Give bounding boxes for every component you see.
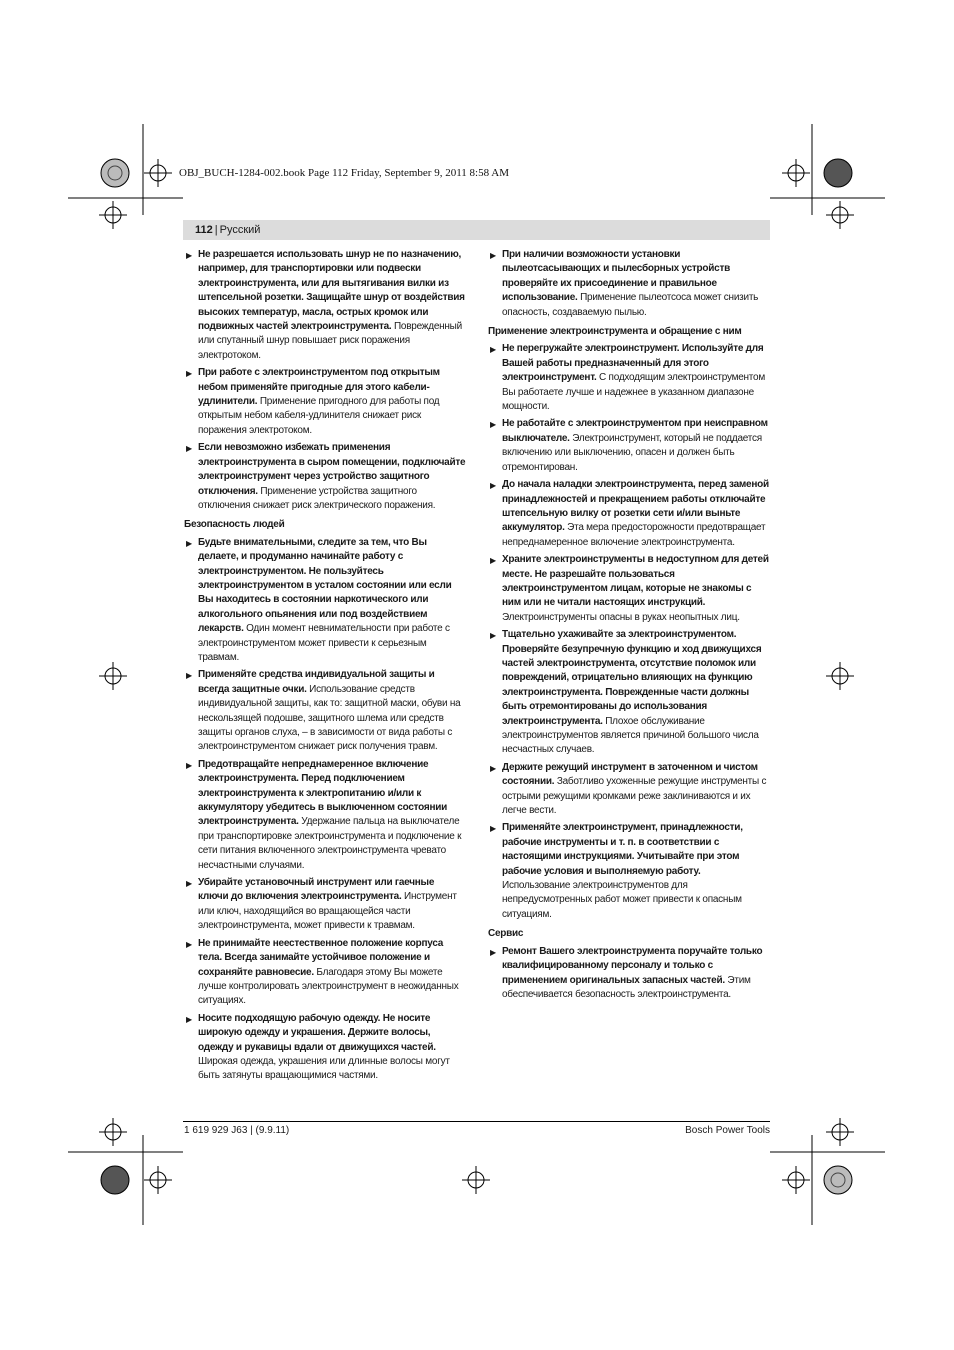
bullet-arrow-icon: ▶: [186, 369, 192, 379]
list-item: [184, 366, 466, 438]
item-bold-text: Носите подходящую рабочую одежду. Не носите широкую одежду и украшения. Держите волосы, одежду и рукавицы вдали от движущихся частей.: [198, 1012, 436, 1053]
item-body-text: Применение пылеотсоса может снизить опасность, создаваемую пылью.: [502, 292, 759, 318]
section-heading: Применение электроинструмента и обращение с ним: [488, 326, 742, 338]
item-bold-text: При работе с электроинструментом под открытым небом применяйте пригодные для этого кабели-удлинители.: [198, 367, 440, 408]
list-item: [184, 441, 466, 513]
list-item: [488, 628, 770, 758]
item-body-text: Заботливо ухоженные режущие инструменты с острыми режущими кромками реже заклиниваются и их легче вести.: [502, 776, 767, 817]
item-body-text: Использование средств индивидуальной защиты, как то: защитной маски, обуви на нескользящей подошве, защитного шлема или средств защиты органов слуха, – в зависимости от вида работы с электроинструментом снижает риск получения травм.: [198, 683, 461, 753]
list-item: [488, 248, 770, 320]
item-bold-text: Не перегружайте электроинструмент. Используйте для Вашей работы предназначенный для этого электроинструмент.: [502, 343, 764, 384]
item-bold-text: При наличии возможности установки пылеотсасывающих и пылесборных устройств проверяйте их присоединение и правильное использование.: [502, 249, 731, 304]
page-number: 112: [195, 224, 213, 236]
item-bold-text: Не работайте с электроинструментом при неисправном выключателе.: [502, 418, 768, 444]
bullet-arrow-icon: ▶: [186, 1014, 192, 1024]
item-bold-text: Будьте внимательными, следите за тем, что Вы делаете, и продуманно начинайте работу с электроинструментом. Не пользуйтесь электроинструментом в усталом состоянии или если Вы находитесь в состоянии наркотического или алкогольного опьянения или под воздействием лекарств.: [198, 536, 452, 635]
item-bold-text: Применяйте электроинструмент, принадлежности, рабочие инструменты и т. п. в соответствии с настоящими инструкциями. Учитывайте при этом рабочие условия и выполняемую работу.: [502, 822, 743, 877]
header-language: Русский: [219, 224, 261, 236]
list-item: [184, 668, 466, 754]
footer-doc-number: 1 619 929 J63 | (9.9.11): [184, 1125, 290, 1136]
item-body-text: Использование электроинструментов для непредусмотренных работ может привести к опасным ситуациям.: [502, 880, 742, 920]
list-item: [488, 821, 770, 922]
list-item: [488, 761, 770, 819]
bullet-arrow-icon: ▶: [490, 420, 496, 430]
item-bold-text: Тщательно ухаживайте за электроинструментом. Проверяйте безупречную функцию и ход движущихся частей электроинструмента, отсутствие поломок или повреждений, отрицательно влияющих на функцию электроинструмента. Поврежденные части должны быть отремонтированы до использования электроинструмента.: [502, 629, 762, 727]
bullet-arrow-icon: ▶: [490, 481, 496, 491]
footer-rule: [183, 1121, 770, 1122]
bullet-arrow-icon: ▶: [186, 760, 192, 770]
bullet-arrow-icon: ▶: [186, 251, 192, 260]
bullet-arrow-icon: ▶: [490, 763, 496, 773]
list-item: [488, 945, 770, 1003]
item-bold-text: Если невозможно избежать применения электроинструмента в сыром помещении, подключайте электроинструмент через устройство защитного отключения.: [198, 442, 466, 497]
list-item: [488, 478, 770, 550]
left-column: [184, 248, 466, 1087]
item-bold-text: Ремонт Вашего электроинструмента поручайте только квалифицированному персоналу и только с применением оригинальных запасных частей.: [502, 945, 763, 986]
item-bold-text: До начала наладки электроинструмента, перед заменой принадлежностей и прекращением работы отключайте штепсельную вилку от розетки сети и/или выньте аккумулятор.: [502, 479, 769, 534]
item-body-text: Этим обеспечивается безопасность электроинструмента.: [502, 974, 751, 1000]
bullet-arrow-icon: ▶: [186, 538, 192, 548]
bullet-arrow-icon: ▶: [186, 879, 192, 889]
list-item: [184, 536, 466, 666]
item-body-text: Электроинструменты опасны в руках неопытных лиц.: [502, 611, 740, 623]
list-item: [488, 342, 770, 414]
item-body-text: Один момент невнимательности при работе с электроинструментом может привести к серьезным травмам.: [198, 623, 450, 663]
item-bold-text: Держите режущий инструмент в заточенном и чистом состоянии.: [502, 761, 758, 788]
item-bold-text: Не принимайте неестественное положение корпуса тела. Всегда занимайте устойчивое положение и сохраняйте равновесие.: [198, 937, 444, 978]
item-body-text: Благодаря этому Вы можете лучше контролировать электроинструмент в неожиданных ситуациях.: [198, 966, 459, 1007]
list-item: [184, 937, 466, 1009]
list-item: [488, 417, 770, 475]
bullet-arrow-icon: ▶: [490, 251, 496, 260]
item-body-text: Инструмент или ключ, находящийся во вращающейся части электроинструмента, может привести к травмам.: [198, 891, 457, 932]
item-bold-text: Применяйте средства индивидуальной защиты и всегда защитные очки.: [198, 669, 435, 695]
page-header-bar: [183, 220, 770, 240]
bullet-arrow-icon: ▶: [490, 947, 496, 957]
item-body-text: Поврежденный или спутанный шнур повышает риск поражения электротоком.: [198, 321, 462, 361]
item-body-text: Применение устройства защитного отключения снижает риск электрического поражения.: [198, 485, 436, 511]
item-bold-text: Храните электроинструменты в недоступном для детей месте. Не разрешайте пользоваться электроинструментом лицам, которые не знакомы с ним или не читали настоящих инструкций.: [502, 554, 769, 609]
list-item: [184, 248, 466, 363]
item-bold-text: Не разрешается использовать шнур не по назначению, например, для транспортировки или подвески электроинструмента, или для вытягивания вилки из штепсельной розетки. Защищайте шнур от воздействия высоких температур, масла, острых кромок или подвижных частей электроинструмента.: [198, 249, 465, 333]
item-bold-text: Убирайте установочный инструмент или гаечные ключи до включения электроинструмента.: [198, 877, 435, 903]
list-item: [184, 758, 466, 873]
item-body-text: Эта мера предосторожности предотвращает непреднамеренное включение электроинструмента.: [502, 522, 766, 548]
list-item: [184, 1012, 466, 1084]
bullet-arrow-icon: ▶: [490, 556, 496, 566]
list-item: [488, 553, 770, 625]
bullet-arrow-icon: ▶: [186, 671, 192, 681]
bullet-arrow-icon: ▶: [490, 345, 496, 355]
item-body-text: Широкая одежда, украшения или длинные волосы могут быть затянуты вращающимися частями.: [198, 1055, 450, 1082]
print-header: OBJ_BUCH-1284-002.book Page 112 Friday, September 9, 2011 8:58 AM: [179, 167, 509, 179]
item-body-text: Электроинструмент, который не поддается включению или выключению, опасен и должен быть отремонтирован.: [502, 432, 762, 473]
item-bold-text: Предотвращайте непреднамеренное включение электроинструмента. Перед подключением электроинструмента к электропитанию и/или к аккумулятору убедитесь в выключенном состоянии электроинструмента.: [198, 758, 448, 828]
footer-brand: Bosch Power Tools: [685, 1125, 770, 1136]
section-heading: Безопасность людей: [184, 519, 285, 531]
item-body-text: Удержание пальца на выключателе при транспортировке электроинструмента и подключение к сети питания включенного электроинструмента чревато несчастными случаями.: [198, 816, 462, 871]
item-body-text: Плохое обслуживание электроинструментов является причиной большого числа несчастных случаев.: [502, 715, 759, 756]
section-heading: Сервис: [488, 928, 524, 940]
bullet-arrow-icon: ▶: [490, 824, 496, 834]
item-body-text: С подходящим электроинструментом Вы работаете лучше и надежнее в указанном диапазоне мощности.: [502, 372, 765, 413]
bullet-arrow-icon: ▶: [186, 939, 192, 949]
item-body-text: Применение пригодного для работы под открытым небом кабеля-удлинителя снижает риск поражения электротоком.: [198, 396, 440, 436]
list-item: [184, 876, 466, 934]
bullet-arrow-icon: ▶: [186, 444, 192, 454]
header-separator: |: [214, 224, 218, 236]
bullet-arrow-icon: ▶: [490, 631, 496, 641]
right-column: [488, 248, 770, 1005]
